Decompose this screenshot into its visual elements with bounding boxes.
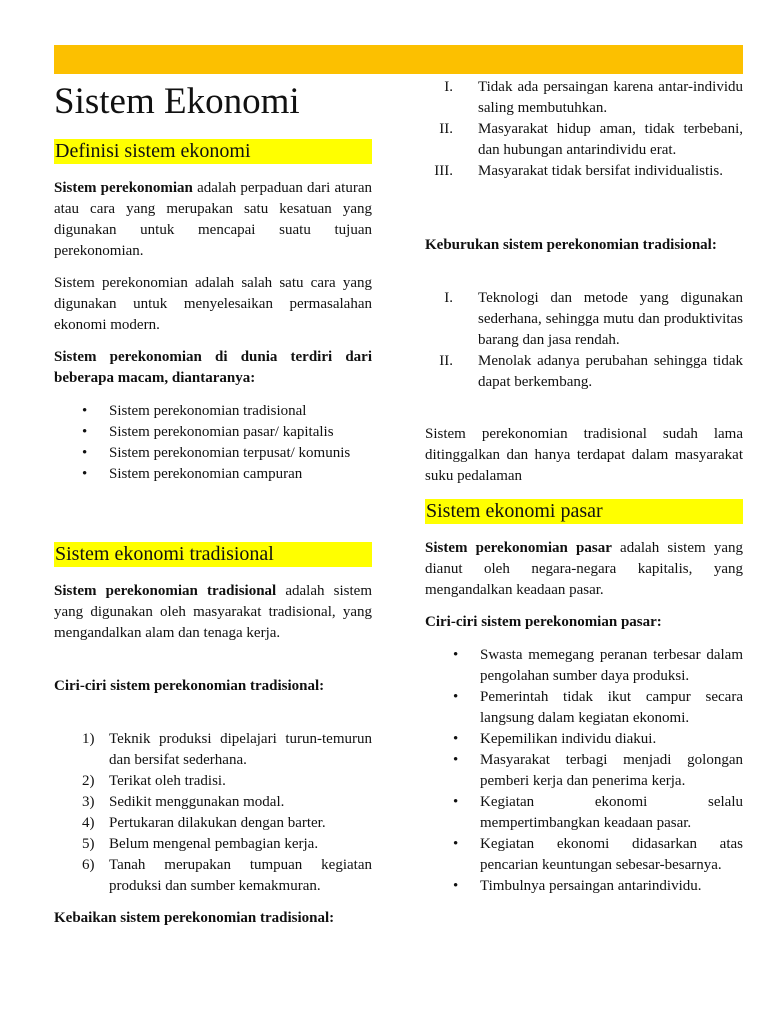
- list-text: Tanah merupakan tumpuan kegiatan produksi dan sumber kemakmuran.: [109, 857, 372, 894]
- pasar-paragraph: [425, 538, 743, 601]
- heading-pasar: Sistem ekonomi pasar: [425, 499, 743, 524]
- list-item: • Sistem perekonomian campuran: [54, 464, 372, 485]
- macam-intro: Sistem perekonomian di dunia terdiri dari beberapa macam, diantaranya:: [54, 349, 372, 386]
- list-marker: I.: [444, 79, 453, 95]
- list-item: [54, 834, 372, 855]
- pasar-ciri-list: [425, 645, 743, 897]
- list-item: [425, 351, 743, 393]
- list-item: • Kegiatan ekonomi didasarkan atas pencarian keuntungan sebesar-besarnya.: [425, 834, 743, 876]
- tradisional-text: adalah sistem yang digunakan oleh masyarakat tradisional, yang mengandalkan alam dan tenaga kerja.: [54, 583, 372, 641]
- list-marker: 5): [82, 836, 95, 852]
- list-item: • Kepemilikan individu diakui.: [425, 729, 743, 750]
- pasar-term: Sistem perekonomian pasar: [425, 540, 612, 556]
- definisi-paragraph-2: Sistem perekonomian adalah salah satu cara yang digunakan untuk menyelesaikan permasalahan ekonomi modern.: [54, 275, 372, 333]
- list-item: • Sistem perekonomian pasar/ kapitalis: [54, 422, 372, 443]
- list-item: • Kegiatan ekonomi selalu mempertimbangkan keadaan pasar.: [425, 792, 743, 834]
- heading-definisi: Definisi sistem ekonomi: [54, 139, 372, 164]
- list-text: Menolak adanya perubahan sehingga tidak dapat berkembang.: [478, 353, 743, 390]
- list-marker: 4): [82, 815, 95, 831]
- tradisional-term: Sistem perekonomian tradisional: [54, 583, 277, 599]
- list-marker: I.: [444, 290, 453, 306]
- list-marker: III.: [434, 163, 453, 179]
- list-text: Pertukaran dilakukan dengan barter.: [109, 815, 326, 831]
- definisi-text: adalah perpaduan dari aturan atau cara yang merupakan satu kesatuan yang digunakan untuk mencapai suatu tujuan perekonomian.: [54, 180, 372, 259]
- list-item: • Pemerintah tidak ikut campur secara langsung dalam kegiatan ekonomi.: [425, 687, 743, 729]
- list-item: • Masyarakat terbagi menjadi golongan pemberi kerja dan penerima kerja.: [425, 750, 743, 792]
- list-item: [54, 813, 372, 834]
- top-color-bar: [54, 45, 743, 74]
- list-item: • Sistem perekonomian terpusat/ komunis: [54, 443, 372, 464]
- tradisional-ciri-list: [54, 729, 372, 897]
- definisi-term: Sistem perekonomian: [54, 180, 193, 196]
- list-item: [425, 119, 743, 161]
- list-text: Teknik produksi dipelajari turun-temurun dan bersifat sederhana.: [109, 731, 372, 768]
- list-marker: II.: [439, 121, 453, 137]
- kebaikan-heading: Kebaikan sistem perekonomian tradisional:: [54, 910, 335, 926]
- keburukan-list: [425, 288, 743, 393]
- pasar-text: adalah sistem yang dianut oleh negara-negara kapitalis, yang mengandalkan keadaan pasar.: [425, 540, 743, 598]
- list-item: [425, 288, 743, 351]
- list-text: Masyarakat hidup aman, tidak terbebani, dan hubungan antarindividu erat.: [478, 121, 743, 158]
- pasar-ciri-heading: Ciri-ciri sistem perekonomian pasar:: [425, 614, 662, 630]
- list-text: Terikat oleh tradisi.: [109, 773, 226, 789]
- list-item: [54, 855, 372, 897]
- keburukan-heading: Keburukan sistem perekonomian tradisional:: [425, 237, 717, 253]
- list-marker: 2): [82, 773, 95, 789]
- list-item: • Sistem perekonomian tradisional: [54, 401, 372, 422]
- definisi-paragraph-1: [54, 178, 372, 262]
- list-text: Teknologi dan metode yang digunakan sederhana, sehingga mutu dan produktivitas barang dan jasa rendah.: [478, 290, 743, 348]
- list-marker: II.: [439, 353, 453, 369]
- list-text: Masyarakat tidak bersifat individualistis.: [478, 163, 723, 179]
- list-text: Tidak ada persaingan karena antar-individu saling membutuhkan.: [478, 79, 743, 116]
- macam-list: [54, 401, 372, 485]
- tradisional-paragraph: [54, 581, 372, 644]
- list-marker: 1): [82, 731, 95, 747]
- list-item: [425, 161, 743, 182]
- heading-tradisional: Sistem ekonomi tradisional: [54, 542, 372, 567]
- tradisional-closing: Sistem perekonomian tradisional sudah lama ditinggalkan dan hanya terdapat dalam masyarakat suku pedalaman: [425, 426, 743, 484]
- list-marker: 6): [82, 857, 95, 873]
- list-item: [425, 77, 743, 119]
- list-text: Belum mengenal pembagian kerja.: [109, 836, 319, 852]
- list-item: • Swasta memegang peranan terbesar dalam pengolahan sumber daya produksi.: [425, 645, 743, 687]
- list-item: [54, 792, 372, 813]
- list-item: [54, 729, 372, 771]
- list-item: • Timbulnya persaingan antarindividu.: [425, 876, 743, 897]
- list-item: [54, 771, 372, 792]
- tradisional-ciri-heading: Ciri-ciri sistem perekonomian tradisional:: [54, 678, 325, 694]
- page-title: Sistem Ekonomi: [54, 81, 300, 122]
- list-text: Sedikit menggunakan modal.: [109, 794, 285, 810]
- kebaikan-list: [425, 77, 743, 182]
- list-marker: 3): [82, 794, 95, 810]
